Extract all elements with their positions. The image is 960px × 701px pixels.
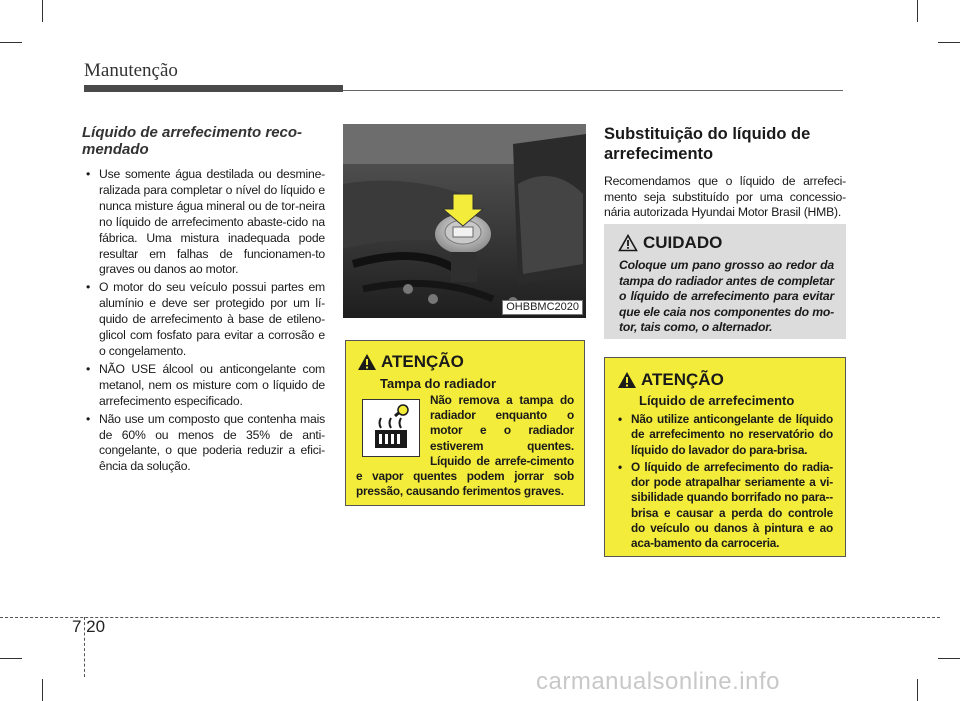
- caution-title: [618, 233, 722, 253]
- crop-mark: [0, 42, 22, 43]
- warning-body: [356, 393, 574, 499]
- left-bullet-list: [82, 167, 325, 475]
- crop-mark: [917, 0, 918, 22]
- radiator-cap-image: [343, 124, 586, 318]
- list-item: • O líquido de arrefecimento do radia-dor pode atrapalhar seriamente a vi-sibilidade quando borrifado no para--brisa e causar a perda do controle do veículo ou danos à pintura e ao aca-bamento da carroceria.: [615, 460, 833, 552]
- warning-list: [615, 412, 833, 554]
- image-code-label: OHBBMC2020: [502, 300, 583, 315]
- section-title: Manutenção: [84, 60, 178, 81]
- warning-box-radiator-cap: [345, 340, 585, 506]
- crop-mark: [0, 658, 22, 659]
- hot-radiator-icon: [362, 399, 420, 457]
- warning-title-text: ATENÇÃO: [381, 352, 464, 371]
- list-item: • Use somente água destilada ou desmine-ralizada para completar o nível do líquido e nunca misture água mineral ou de tor-neira no líquido de arrefecimento abaste-cido na fábrica. Uma mistura inadequada pode resultar em falhas de funcionamen-to graves ou danos ao motor.: [82, 167, 325, 278]
- list-item: • Não use um composto que contenha mais de 60% ou menos de 35% de anti-congelante, o que poderia reduzir a efici-ência da solução.: [82, 412, 325, 476]
- caution-box: [604, 224, 846, 339]
- caution-body: Coloque um pano grosso ao redor da tampa do radiador antes de completar o líquido de arrefecimento para evitar que ele caia nos componentes do mo-tor, tais como, o alternador.: [619, 258, 834, 335]
- caution-title-text: CUIDADO: [643, 233, 723, 252]
- warning-triangle-icon: [617, 371, 637, 389]
- crop-mark: [917, 679, 918, 701]
- header-bar: [84, 85, 343, 92]
- warning-subtitle: Líquido de arrefecimento: [639, 393, 795, 408]
- engine-photo: [343, 124, 586, 318]
- left-heading: Líquido de arrefecimento reco-mendado: [82, 124, 303, 158]
- watermark: carmanualsonline.info: [536, 668, 780, 695]
- crop-mark: [42, 0, 43, 22]
- list-item: • O motor do seu veículo possui partes em alumínio e deve ser protegido por um lí-quido de arrefecimento à base de etileno-glicol com fosfato para evitar a corrosão e o congelamento.: [82, 280, 325, 360]
- list-item: • NÃO USE álcool ou anticongelante com metanol, nem os misture com o líquido de arrefecimento especificado.: [82, 362, 325, 410]
- crop-mark: [938, 658, 960, 659]
- list-item: • Não utilize anticongelante de líquido de arrefecimento no reservatório do líquido do lavador do para-brisa.: [615, 412, 833, 458]
- header-rule: [343, 90, 843, 91]
- crop-mark: [938, 42, 960, 43]
- crop-mark: [42, 679, 43, 701]
- footer-rule: [0, 617, 940, 618]
- warning-triangle-icon: [357, 353, 377, 371]
- warning-title: [357, 352, 464, 372]
- warning-title-text: ATENÇÃO: [641, 370, 724, 389]
- right-column: [604, 124, 846, 221]
- left-column: [82, 124, 325, 477]
- right-heading: Substituição do líquido de arrefecimento: [604, 125, 811, 163]
- warning-title: [617, 370, 724, 390]
- right-paragraph: Recomendamos que o líquido de arrefeci-mento seja substituído por uma concessio-nária autorizada Hyundai Motor Brasil (HMB).: [604, 174, 846, 219]
- page-number: 7 20: [72, 617, 106, 636]
- warning-body-text: Não remova a tampa do radiador enquanto o motor e o radiador estiverem quentes. Líquido de arrefe-cimento e vapor quentes podem jorrar sob pressão, causando ferimentos graves.: [356, 393, 574, 499]
- warning-box-coolant: [604, 357, 846, 557]
- caution-triangle-icon: [618, 234, 638, 252]
- warning-subtitle: Tampa do radiador: [380, 376, 497, 391]
